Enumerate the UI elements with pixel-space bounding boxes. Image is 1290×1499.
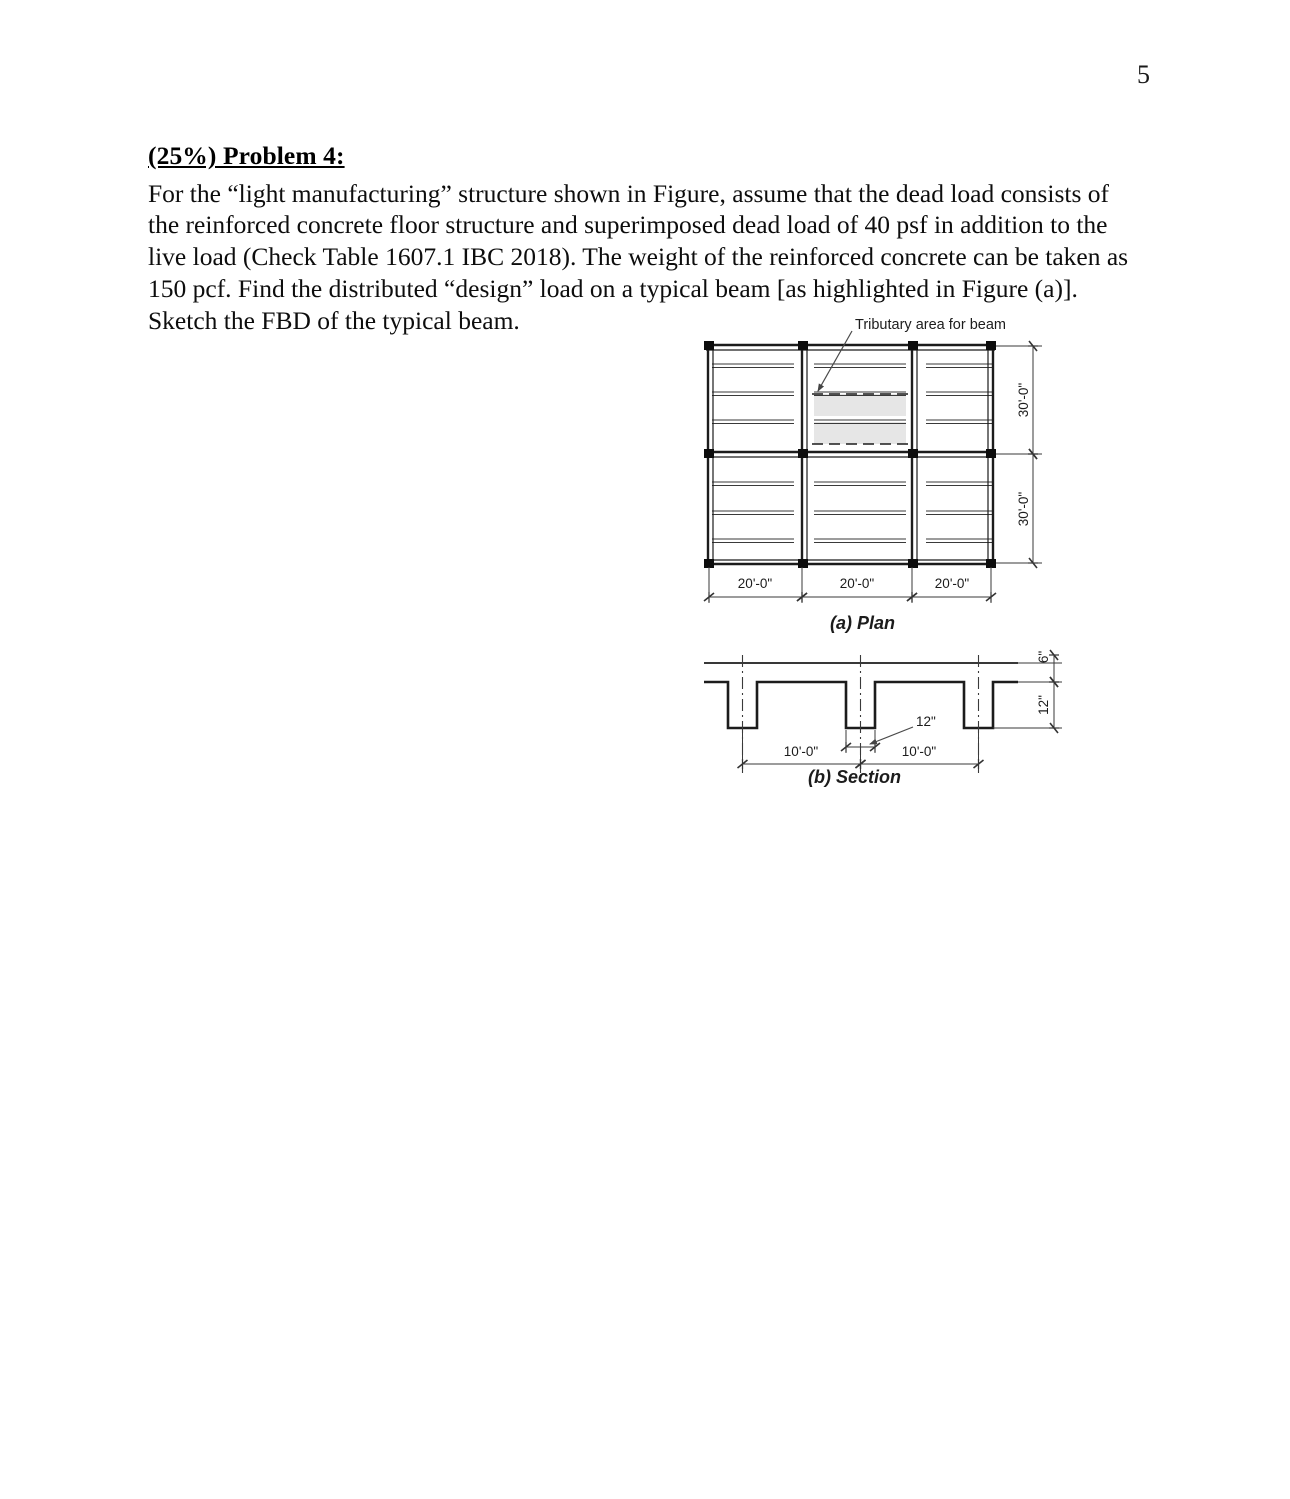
plan-columns [704,341,996,568]
plan-girders-vertical [708,345,993,565]
plan-caption: (a) Plan [830,613,896,633]
section-dim-web-width: 12" [916,714,936,729]
section-caption: (b) Section [808,767,901,787]
plan-joists-lower [712,482,992,543]
plan-dim-width-3: 20'-0" [934,576,970,591]
problem-body: For the “light manufacturing” structure shown in Figure, assume that the dead load consists of the reinforced concrete floor structure and superimposed dead load of 40 psf in addition to the live load (Check Table 1607.1 IBC 2018). The weight of the reinforced concrete can be taken as 150 pcf. Find the distributed “design” load on a typical beam [as highlighted in Figure (a)]. Sketch the FBD of the typical beam. [148,178,1129,335]
page-number: 5 [1137,60,1150,89]
tributary-annotation-leader [818,331,852,391]
plan-dim-width-1: 20'-0" [737,576,773,591]
tributary-area-highlight [814,394,906,444]
section-dim-spacing-left: 10'-0" [783,744,819,759]
problem-heading: (25%) Problem 4: [148,141,345,170]
tributary-annotation-label: Tributary area for beam [855,317,1006,333]
section-spacing-dimension-lines [743,731,979,769]
plan-vertical-dimension-lines [996,346,1042,563]
plan-figure [690,315,1110,615]
plan-dim-width-2: 20'-0" [839,576,875,591]
plan-dim-height-1: 30'-0" [1016,382,1031,418]
figure-group [690,315,1110,815]
plan-dim-height-2: 30'-0" [1016,491,1031,527]
section-depth-dimension-lines [993,655,1062,728]
problem-text-block [148,140,1138,336]
section-dim-spacing-right: 10'-0" [901,744,937,759]
plan-girders-horizontal [706,345,995,564]
section-dim-joist-depth: 12" [1036,695,1051,715]
section-dim-slab-depth: 6" [1036,650,1051,664]
